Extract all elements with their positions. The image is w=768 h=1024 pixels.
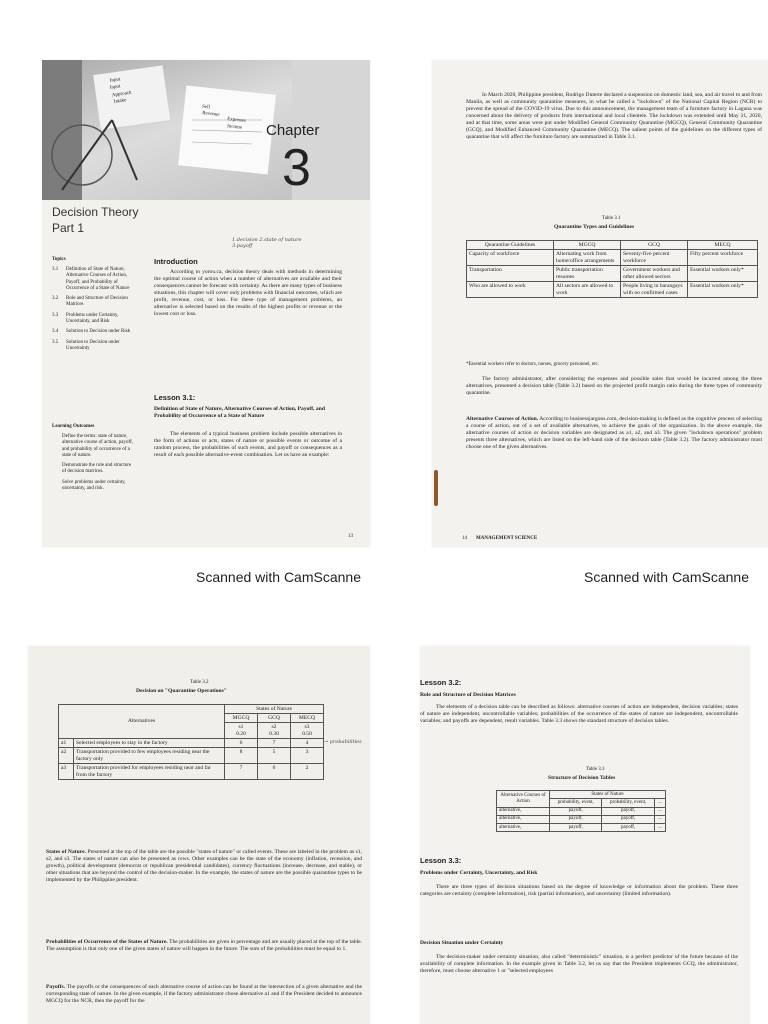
para3-bold: Alternative Courses of Action. bbox=[466, 416, 539, 422]
prob-cell bbox=[225, 723, 258, 739]
table-note: *Essential workers refer to doctors, nurses, grocery personnel, etc. bbox=[466, 362, 600, 367]
page-15 bbox=[28, 646, 370, 1024]
state-symbol: s2 bbox=[271, 723, 277, 730]
state-symbol: s1 bbox=[238, 723, 244, 730]
table-row bbox=[467, 282, 758, 298]
payoff-cell: 7 bbox=[258, 739, 291, 748]
chapter-number: 3 bbox=[282, 139, 311, 197]
lesson-3-1-heading: Lesson 3.1: bbox=[154, 393, 196, 402]
photo-note-5: Sell bbox=[201, 104, 211, 111]
header-cell: MGCQ bbox=[554, 241, 621, 250]
alt-text: Selected employees to stay in the factory bbox=[74, 739, 225, 748]
lesson-3-2-subheading: Role and Structure of Decision Matrices bbox=[420, 692, 516, 698]
chapter-title-line2: Part 1 bbox=[52, 221, 85, 235]
photo-note-1: Input bbox=[109, 77, 121, 84]
alt-symbol: a2 bbox=[59, 748, 74, 764]
alt-text: Transportation provided to few employees residing near the factory only bbox=[74, 748, 225, 764]
handwritten-note: 1.decision 2.state of nature 3.payoff bbox=[232, 237, 302, 249]
topic-num: 3.3 bbox=[52, 312, 59, 318]
introduction-heading: Introduction bbox=[154, 257, 198, 266]
outcomes-list bbox=[56, 434, 136, 496]
header-cell: Quarantine Guidelines bbox=[467, 241, 554, 250]
table-cell: Who are allowed to work bbox=[467, 282, 554, 298]
footer-title: MANAGEMENT SCIENCE bbox=[476, 536, 538, 541]
footer-page-number: 14 bbox=[462, 536, 467, 541]
para-text: Presented at the top of the table are the possible "states of nature" or called events. These are labeled in the problem as s1, s2, and s3. The states of nature can also be presented as rows. Other examples can be the state of the economy (inflation, recession, and growth), political development (democrat or republican presidential candidates), currency fluctuations (increase, decrease, and stable), or other situations that are beyond the control of the decision-maker. In the example, the states of nature are the possible quarantine types to be implemented by the Philippine president. bbox=[46, 849, 362, 883]
table-cell: alternative, bbox=[497, 807, 550, 815]
table-row bbox=[497, 815, 666, 823]
table-cell: payoff, bbox=[550, 824, 602, 832]
annotation-text: probabilities bbox=[329, 739, 362, 745]
table-cell: Fifty percent workforce bbox=[688, 250, 758, 266]
payoff-cell: 7 bbox=[225, 764, 258, 780]
page2-intro: In March 2020, Philippine president, Rodrigo Duterte declared a suspension on domestic land, sea, and air travel to and from Manila, as well as community quarantine measures, in what he called a "lockdown" of the National Capital Region (NCR) to prevent the spread of the COVID-19 virus. Due to this announcement, the management team of a furniture factory in Laguna was concerned about the delivery of products from international and local clientele. The lockdown was extended until May 31, 2020, and at that time, some areas were put under Modified General Community Quarantine (MGCQ), General Community Quarantine (GCQ), and Modified Enhanced Community Quarantine (MECQ). The salient points of the guidelines on the different types of quarantine that will affect the furniture factory are summarized in Table 3.1. bbox=[466, 92, 762, 140]
table-cell: Essential workers only* bbox=[688, 282, 758, 298]
lesson-3-1-text: The elements of a typical business problem include possible alternatives in the form of actions or acts, states of nature or possible events or outcome of a random process, the probabilities of such events, and payoff or consequences as a result of each possible alternative-event combination. Let us have an example: bbox=[154, 431, 342, 458]
compass-illustration bbox=[42, 60, 370, 200]
payoffs-para bbox=[46, 984, 362, 1005]
arrow-icon: → bbox=[324, 739, 329, 745]
introduction-text: According to yorou.ca, decision theory deals with methods in determining the optimal course of action when a number of alternatives are available and their consequences cannot be forecast with certainty. As there are many types of business situations, this chapter will cover only problems with financial outcomes, which are profit, revenue, cost, or loss. For these type of management problems, an alternative is selected based on the results of the highest profits or revenue or the lowest cost or loss. bbox=[154, 269, 342, 317]
cover-photo bbox=[42, 60, 370, 200]
table-header-row bbox=[497, 791, 666, 799]
probability-value: 0.50 bbox=[302, 730, 312, 737]
binding-mark bbox=[434, 470, 438, 506]
para-bold: Probabilities of Occurrence of the States of Nature. bbox=[46, 939, 168, 945]
topic-num: 3.2 bbox=[52, 296, 59, 302]
certainty-subheading: Decision Situation under Certainty bbox=[420, 940, 504, 946]
event-cell: ... bbox=[654, 799, 665, 807]
table-3-2-title: Decision on "Quarantine Operations" bbox=[136, 688, 227, 694]
page-14 bbox=[432, 60, 768, 547]
table-row bbox=[59, 764, 324, 780]
table-3-3-label: Table 3.3 bbox=[586, 767, 605, 772]
topic-text: Problems under Certainty, Uncertainty, and Risk bbox=[66, 312, 119, 325]
table-3-3-title: Structure of Decision Tables bbox=[548, 775, 616, 781]
table-cell: Public transportation resumes bbox=[554, 266, 621, 282]
table-3-1-label: Table 3.1 bbox=[602, 216, 621, 221]
para-bold: States of Nature. bbox=[46, 849, 86, 855]
probability-value: 0.30 bbox=[269, 730, 279, 737]
topic-text: Solution to Decision under Risk bbox=[66, 329, 131, 335]
event-cell: probability, event, bbox=[602, 799, 654, 807]
topic-item bbox=[52, 313, 142, 326]
probabilities-para bbox=[46, 939, 362, 953]
page-13 bbox=[42, 60, 370, 547]
table-row bbox=[59, 748, 324, 764]
photo-note-2: Input bbox=[109, 84, 121, 91]
table-cell: Seventy-five percent workforce bbox=[621, 250, 688, 266]
table-cell: Transportation bbox=[467, 266, 554, 282]
alt-symbol: a3 bbox=[59, 764, 74, 780]
structure-table bbox=[496, 790, 666, 832]
photo-note-4: Intake bbox=[113, 98, 127, 105]
states-of-nature-para bbox=[46, 849, 362, 884]
topics-heading: Topics bbox=[52, 257, 66, 262]
table-cell: Alternating work from home/office arrangements bbox=[554, 250, 621, 266]
table-cell: People living in barangays with no confirmed cases bbox=[621, 282, 688, 298]
table-cell: payoff, bbox=[602, 824, 654, 832]
para-bold: Payoffs. bbox=[46, 984, 66, 990]
table-cell: payoff, bbox=[550, 815, 602, 823]
page2-para2: The factory administrator, after considering the expenses and possible sales that would be incurred among the three alternatives, presented a decision table (Table 3.2) based on the projected profit margin ratio during the three types of community quarantine. bbox=[466, 376, 762, 396]
table-cell: alternative, bbox=[497, 824, 550, 832]
certainty-text: The decision-maker under certainty situation, also called "deterministic" situation, is a perfect predictor of the future because of the availability of complete information. In the example given in Table 3.2, let us say that the President implements GCQ, the administrator, therefore, must choose alternative 1 or "selected employees bbox=[420, 954, 738, 974]
lesson-3-1-subheading: Definition of State of Nature, Alternative Courses of Action, Payoff, and Probability of Occurrence of a State of Nature bbox=[154, 406, 325, 419]
alt-courses-header: Alternative Courses of Action bbox=[497, 791, 550, 808]
para3-text: According to businessjargons.com, decision-making is defined as the cognitive process of selecting a course of action, out of a set of available alternatives, to achieve the goals of the organization. In the above example, the alternative courses of action or decision variables are designated as a1, a2, and a3. The given "lockdown operations" problem presents three alternatives, which are listed on the left-hand side of the decision table (Table 3.2). The factory administrator must choose one of the given alternatives. bbox=[466, 416, 762, 450]
state-cell: MGCQ bbox=[225, 714, 258, 723]
table-cell: ... bbox=[654, 815, 665, 823]
header-cell: MECQ bbox=[688, 241, 758, 250]
scan-label-left: Scanned with CamScanne bbox=[196, 569, 361, 585]
lesson-3-3-heading: Lesson 3.3: bbox=[420, 856, 462, 865]
topic-text: Definition of State of Nature, Alternative Courses of Action, Payoff, and Probability of Occurrence of a State of Nature bbox=[66, 267, 130, 291]
lesson-3-3-text: There are three types of decision situations based on the degree of knowledge or information about the problem. These three categories are certainty (complete information), risk (partial information), and uncertainty (limited information). bbox=[420, 884, 738, 897]
topic-num: 3.4 bbox=[52, 329, 59, 335]
state-cell: GCQ bbox=[258, 714, 291, 723]
state-symbol: s3 bbox=[304, 723, 310, 730]
table-header-row bbox=[467, 241, 758, 250]
event-cell: probability, event, bbox=[550, 799, 602, 807]
table-row bbox=[467, 250, 758, 266]
table-cell: Government workers and other allowed sectors bbox=[621, 266, 688, 282]
table-cell: payoff, bbox=[602, 807, 654, 815]
chapter-title-line1: Decision Theory bbox=[52, 205, 139, 219]
photo-note-6: Revenue bbox=[201, 111, 220, 118]
payoff-cell: 4 bbox=[291, 739, 324, 748]
lesson-3-2-heading: Lesson 3.2: bbox=[420, 678, 462, 687]
payoff-cell: 2 bbox=[291, 764, 324, 780]
outcomes-heading: Learning Outcomes bbox=[52, 424, 95, 429]
payoff-cell: 8 bbox=[225, 748, 258, 764]
table-cell: Essential workers only* bbox=[688, 266, 758, 282]
table-cell: ... bbox=[654, 824, 665, 832]
state-cell: MECQ bbox=[291, 714, 324, 723]
quarantine-table bbox=[466, 240, 758, 298]
page-16 bbox=[420, 646, 750, 1024]
para-text: The probabilities are given in percentage and are usually placed at the top of the table. The assumption is that only one of the given states of nature will happen in the future. The sum of the probabilities must be equal to 1. bbox=[46, 939, 362, 952]
table-row bbox=[467, 266, 758, 282]
page2-para3 bbox=[466, 416, 762, 451]
table-row bbox=[59, 739, 324, 748]
payoff-cell: 6 bbox=[225, 739, 258, 748]
topic-item bbox=[52, 340, 142, 353]
table-header-row bbox=[59, 705, 324, 714]
payoff-cell: 6 bbox=[258, 764, 291, 780]
topic-item bbox=[52, 329, 142, 335]
alt-text: Transportation provided for employees residing near and far from the factory bbox=[74, 764, 225, 780]
lesson-3-3-subheading: Problems under Certainty, Uncertainty, and Risk bbox=[420, 870, 538, 876]
topic-item bbox=[52, 267, 142, 292]
topic-num: 3.1 bbox=[52, 267, 59, 272]
outcome-item: Define the terms: state of nature, alternative course of action, payoff, and probability of occurrence of a state of nature. bbox=[62, 434, 133, 458]
topic-num: 3.5 bbox=[52, 339, 59, 345]
table-cell: Capacity of workforce bbox=[467, 250, 554, 266]
chapter-word: Chapter bbox=[266, 122, 320, 139]
photo-note-8: Income bbox=[226, 124, 243, 131]
table-cell: payoff, bbox=[550, 807, 602, 815]
prob-cell bbox=[258, 723, 291, 739]
alt-symbol: a1 bbox=[59, 739, 74, 748]
probabilities-annotation bbox=[324, 739, 362, 745]
photo-note-7: Expenses bbox=[226, 117, 247, 124]
prob-cell bbox=[291, 723, 324, 739]
table-3-2-label: Table 3.2 bbox=[190, 680, 209, 685]
table-cell: ... bbox=[654, 807, 665, 815]
table-cell: alternative, bbox=[497, 815, 550, 823]
table-row bbox=[497, 807, 666, 815]
alternatives-header: Alternatives bbox=[59, 705, 225, 739]
topic-item bbox=[52, 296, 142, 309]
states-header: States of Nature bbox=[550, 791, 666, 799]
page-number: 13 bbox=[348, 534, 353, 539]
payoff-cell: 5 bbox=[258, 748, 291, 764]
table-3-1-title: Quarantine Types and Guidelines bbox=[554, 224, 635, 230]
states-header: States of Nature bbox=[225, 705, 324, 714]
scan-label-right: Scanned with CamScanne bbox=[584, 569, 749, 585]
table-cell: payoff, bbox=[602, 815, 654, 823]
lesson-3-2-text: The elements of a decision table can be described as follows: alternative courses of action are independent, decision variables; states of nature are independent, uncontrollable variables; probabilities of the occurrence of the states of nature are independent, uncontrollable variables; and payoffs are dependent, result variables. Table 3.3 shows the standard structure of decision tables. bbox=[420, 704, 738, 724]
decision-table bbox=[58, 704, 324, 780]
topics-list bbox=[52, 267, 142, 356]
table-row bbox=[497, 824, 666, 832]
topic-text: Solution to Decision under Uncertainty bbox=[66, 339, 120, 351]
header-cell: GCQ bbox=[621, 241, 688, 250]
outcome-item: Solve problems under certainty, uncertainty, and risk. bbox=[62, 479, 126, 492]
para-text: The payoffs or the consequences of each alternative course of action can be found at the intersection of a given alternative and the corresponding state of nature. In the given example, if the factory administrator chose alternative a1 and if the President decided to announce MGCQ for the NCR, then the payoff for the bbox=[46, 984, 362, 1004]
probability-value: 0.20 bbox=[236, 730, 246, 737]
outcome-item: Demonstrate the role and structure of decision matrices. bbox=[62, 463, 132, 475]
photo-note-3: Approach bbox=[111, 90, 132, 99]
table-cell: All sectors are allowed to work bbox=[554, 282, 621, 298]
topic-text: Role and Structure of Decision Matrices bbox=[66, 296, 128, 308]
payoff-cell: 3 bbox=[291, 748, 324, 764]
